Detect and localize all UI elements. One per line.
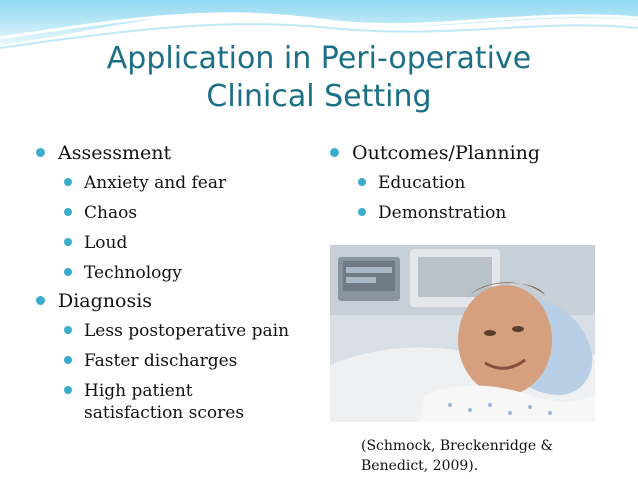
list-item: Faster discharges: [64, 350, 289, 372]
list-item: Loud: [64, 232, 289, 254]
bullet-icon: [64, 238, 72, 246]
bullet-icon: [64, 326, 72, 334]
list-item: Chaos: [64, 202, 289, 224]
list-item: Education: [358, 172, 540, 194]
citation-line-1: (Schmock, Breckenridge &: [361, 438, 554, 454]
left-column: [36, 140, 289, 424]
bullet-icon: [64, 268, 72, 276]
bullet-icon: [64, 356, 72, 364]
citation: [361, 436, 553, 476]
patient-photo: [330, 245, 595, 422]
bullet-icon: [64, 178, 72, 186]
diagnosis-heading: Diagnosis: [36, 288, 289, 314]
assessment-heading: Assessment: [36, 140, 289, 166]
bullet-icon: [64, 208, 72, 216]
bullet-icon: [64, 386, 72, 394]
outcomes-heading: Outcomes/Planning: [330, 140, 540, 166]
bullet-icon: [36, 148, 45, 157]
bullet-icon: [36, 296, 45, 305]
title-line-2: Clinical Setting: [206, 79, 432, 114]
right-column: [330, 140, 540, 224]
title-line-1: Application in Peri-operative: [106, 41, 532, 76]
bullet-icon: [358, 208, 366, 216]
citation-line-2: Benedict, 2009).: [361, 458, 479, 474]
bullet-icon: [358, 178, 366, 186]
list-item: Demonstration: [358, 202, 540, 224]
bullet-icon: [330, 148, 339, 157]
slide-title: [0, 40, 638, 116]
list-item: High patient satisfaction scores: [64, 380, 289, 424]
list-item: Anxiety and fear: [64, 172, 289, 194]
list-item: Less postoperative pain: [64, 320, 289, 342]
list-item: Technology: [64, 262, 289, 284]
